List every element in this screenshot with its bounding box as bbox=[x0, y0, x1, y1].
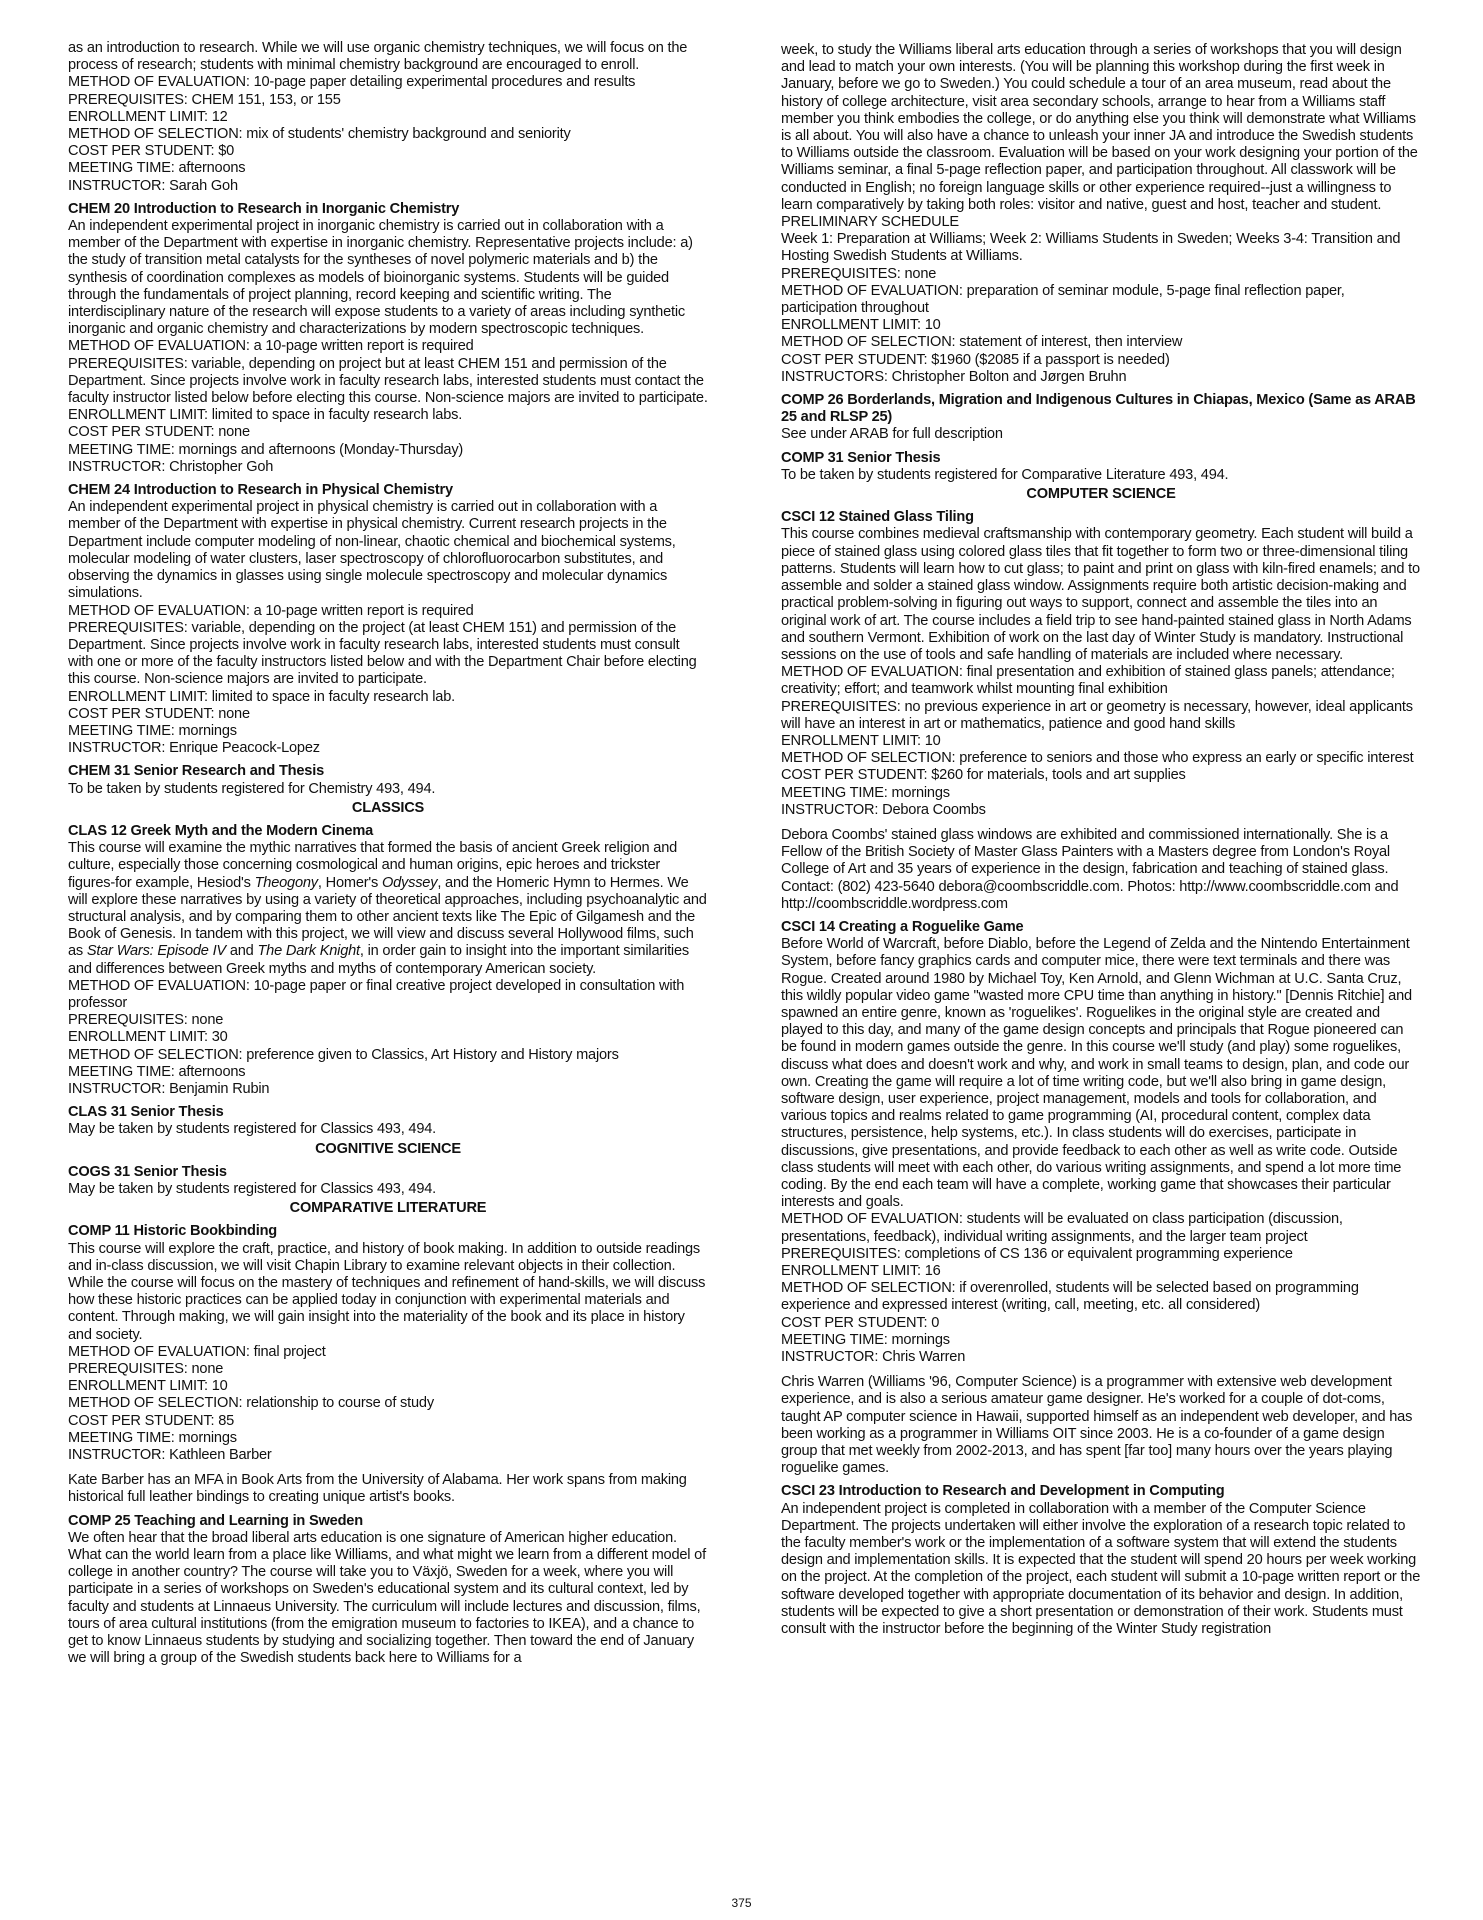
course-description bbox=[68, 840, 708, 978]
department-heading: CLASSICS bbox=[351, 799, 425, 816]
method-of-selection-line: METHOD OF SELECTION: relationship to course of study bbox=[68, 1395, 434, 1412]
instructor-line: INSTRUCTOR: Benjamin Rubin bbox=[68, 1080, 270, 1097]
method-of-selection-line: METHOD OF SELECTION: mix of students' chemistry background and seniority bbox=[68, 126, 571, 143]
paragraph: PRELIMINARY SCHEDULE bbox=[781, 214, 959, 231]
enrollment-limit-line: ENROLLMENT LIMIT: 16 bbox=[781, 1263, 941, 1280]
prerequisites-line: PREREQUISITES: none bbox=[781, 265, 937, 282]
method-of-selection-line: METHOD OF SELECTION: statement of interest, then interview bbox=[781, 334, 1183, 351]
paragraph: An independent experimental project in inorganic chemistry is carried out in collaboration with a member of the Department with expertise in inorganic chemistry. Representative projects include: a) the study of transition metal catalysts for the syntheses of novel polymeric materials and b) the synthesis of coordination complexes as models of bioinorganic systems. Students will be guided through the fundamentals of project planning, record keeping and scientific writing. The interdisciplinary nature of the research will expose students to a variety of areas including synthetic inorganic and organic chemistry and characterizations by modern spectroscopic techniques. bbox=[68, 218, 693, 338]
italic-title: Odyssey bbox=[381, 874, 438, 891]
paragraph: May be taken by students registered for Classics 493, 494. bbox=[68, 1181, 437, 1197]
course-title: CSCI 23 Introduction to Research and Development in Computing bbox=[781, 1483, 1225, 1500]
method-of-selection-line: METHOD OF SELECTION: if overenrolled, students will be selected based on programming experience and expressed interest (writing, call, meeting, etc. all considered) bbox=[781, 1280, 1359, 1314]
enrollment-limit-line: ENROLLMENT LIMIT: 10 bbox=[781, 317, 941, 334]
paragraph: Week 1: Preparation at Williams; Week 2: Williams Students in Sweden; Weeks 3-4: Transition and Hosting Swedish Students at Williams. bbox=[781, 231, 1401, 265]
meeting-time-line: MEETING TIME: afternoons bbox=[68, 160, 246, 177]
paragraph: This course combines medieval craftsmanship with contemporary geometry. Each student will build a piece of stained glass using colored glass tiles that fit together to form two or three-dimensional tiling patterns. Students will learn how to cut glass; to paint and print on glass with kiln-fired enamels; and to assemble and solder a stained glass window. Assignments require both artistic decision-making and practical problem-solving in figuring out ways to support, connect and assemble the tiles into an original work of art. The course includes a field trip to see hand-painted stained glass in North Adams and southern Vermont. Exhibition of work on the last day of Winter Study is mandatory. Instructional sessions on the use of tools and safe handling of materials are included where necessary. bbox=[781, 526, 1420, 663]
instructor-line: INSTRUCTOR: Sarah Goh bbox=[68, 177, 238, 194]
instructor-line: INSTRUCTOR: Debora Coombs bbox=[781, 801, 986, 818]
department-heading: COMPUTER SCIENCE bbox=[1026, 486, 1176, 503]
cost-per-student-line: COST PER STUDENT: $260 for materials, tools and art supplies bbox=[781, 767, 1186, 784]
italic-title: Star Wars: Episode IV bbox=[86, 943, 226, 960]
course-title: CLAS 12 Greek Myth and the Modern Cinema bbox=[68, 822, 374, 839]
method-of-evaluation-line: METHOD OF EVALUATION: preparation of seminar module, 5-page final reflection paper, participation throughout bbox=[781, 282, 1345, 317]
course-title: COMP 26 Borderlands, Migration and Indigenous Cultures in Chiapas, Mexico (Same as ARAB 25 and RLSP 25) bbox=[781, 392, 1416, 426]
method-of-evaluation-line: METHOD OF EVALUATION: students will be evaluated on class participation (discussion, presentations, feedback), individual writing assignments, and the larger team project bbox=[781, 1211, 1343, 1245]
paragraph: To be taken by students registered for Comparative Literature 493, 494. bbox=[781, 466, 1229, 483]
italic-title: Theogony bbox=[254, 874, 318, 891]
instructor-line: INSTRUCTOR: Christopher Goh bbox=[68, 458, 274, 475]
paragraph: This course will explore the craft, practice, and history of book making. In addition to outside readings and in-class discussion, we will visit Chapin Library to examine relevant objects in their collection. While the course will focus on the mastery of techniques and refinement of hand-skills, we will discuss how these historic practices can be applied today in conjunction with experimental materials and content. Through making, we will gain insight into the materiality of the book and its place in history and society. bbox=[68, 1240, 706, 1343]
paragraph: Before World of Warcraft, before Diablo, before the Legend of Zelda and the Nintendo Entertainment System, before fancy graphics cards and computer mice, there were text terminals and there was Rogue. Created around 1980 by Michael Toy, Ken Arnold, and Glenn Wichman at U.C. Santa Cruz, this wildly popular video game "wasted more CPU time than anything in history." [Dennis Ritchie] and spawned an entire genre, known as 'roguelikes'. Roguelikes in the original style are created and played to this day, and many of the game design concepts and principals that Rogue pioneered can be found in modern games outside the genre. In this course we'll study (and play) some roguelikes, discuss what does and doesn't work and why, and work in small teams to design, plan, and code our own. Creating the game will require a lot of time writing code, but we'll also bring in game design, software design, user experience, project management, models and tools for collaboration, and various topics and realms related to game programming (AI, procedural content, complex data structures, persistence, help systems, etc.). In class students will do exercises, participate in discussions, give presentations, and provide feedback to each other as well as write code. Outside class students will meet with each other, do various writing assignments, and spend a lot more time coding. By the end each team will have a complete, working game that showcases their particular interests and goals. bbox=[781, 936, 1412, 1211]
text-run: , in order gain to insight into the important similarities and differences between Greek myths and myths of contemporary American society. bbox=[68, 943, 689, 977]
course-title: CHEM 24 Introduction to Research in Physical Chemistry bbox=[68, 482, 453, 499]
enrollment-limit-line: ENROLLMENT LIMIT: 30 bbox=[68, 1029, 228, 1046]
enrollment-limit-line: ENROLLMENT LIMIT: limited to space in faculty research labs. bbox=[68, 407, 463, 424]
course-title: CSCI 14 Creating a Roguelike Game bbox=[781, 918, 1024, 935]
paragraph: See under ARAB for full description bbox=[781, 426, 1003, 443]
text-run: , Homer's bbox=[317, 874, 382, 891]
course-title: CSCI 12 Stained Glass Tiling bbox=[781, 509, 974, 526]
paragraph: week, to study the Williams liberal arts education through a series of workshops that you will design and lead to match your own interests. (You will be planning this workshop during the first week in January, before we go to Sweden.) You could schedule a tour of an area museum, read about the history of college architecture, visit area secondary schools, arrange to hear from a Williams staff member you think embodies the college, or do anything else you think will demonstrate what Williams is all about. You will also have a chance to unleash your inner JA and introduce the Swedish students to Williams outside the classroom. Evaluation will be based on your work designing your portion of the Williams seminar, a final 5-page reflection paper, and participation throughout. All classwork will be conducted in English; no foreign language skills or other experience required--just a willingness to learn comparatively by taking both roles: visitor and native, guest and host, teacher and student. bbox=[781, 42, 1418, 213]
course-title: CHEM 20 Introduction to Research in Inorganic Chemistry bbox=[68, 200, 460, 217]
method-of-evaluation-line: METHOD OF EVALUATION: final project bbox=[68, 1343, 326, 1360]
paragraph: An independent project is completed in collaboration with a member of the Computer Science Department. The projects undertaken will either involve the exploration of a research topic related to the faculty member's work or the implementation of a software system that will extend the students design and implementation skills. It is expected that the student will spend 20 hours per week working on the project. At the completion of the project, each student will submit a 10-page written report or the software developed together with appropriate documentation of its behavior and design. In addition, students will be expected to give a short presentation or demonstration of their work. Students must consult with the instructor before the beginning of the Winter Study registration bbox=[781, 1500, 1421, 1638]
instructor-line: INSTRUCTOR: Kathleen Barber bbox=[68, 1447, 272, 1464]
meeting-time-line: MEETING TIME: mornings and afternoons (Monday-Thursday) bbox=[68, 441, 464, 458]
department-heading: COGNITIVE SCIENCE bbox=[315, 1140, 461, 1157]
instructor-bio: Chris Warren (Williams '96, Computer Science) is a programmer with extensive web development experience, and is also a serious amateur game designer. He's worked for a couple of dot-coms, taught AP computer science in Hawaii, supported himself as an independent web developer, and has been working as a programmer in Williams OIT since 2003. He is a co-founder of a game design group that met weekly from 2002-2013, and has spent [far too] many hours over the years playing roguelike games. bbox=[781, 1374, 1413, 1477]
enrollment-limit-line: ENROLLMENT LIMIT: 10 bbox=[781, 732, 941, 749]
prerequisites-line: PREREQUISITES: variable, depending on the project (at least CHEM 151) and permission of the Department. Since projects involve work in faculty research labs, interested students must consult with one or more of the faculty instructors listed below and with the Department Chair before electing this course. Non-science majors are invited to participate. bbox=[68, 619, 697, 688]
prerequisites-line: PREREQUISITES: none bbox=[68, 1012, 224, 1029]
cost-per-student-line: COST PER STUDENT: $1960 ($2085 if a passport is needed) bbox=[781, 351, 1170, 368]
method-of-evaluation-line: METHOD OF EVALUATION: 10-page paper detailing experimental procedures and results bbox=[68, 74, 636, 91]
enrollment-limit-line: ENROLLMENT LIMIT: 12 bbox=[68, 108, 228, 125]
page-number: 375 bbox=[731, 1896, 752, 1910]
italic-title: The Dark Knight bbox=[257, 943, 360, 960]
prerequisites-line: PREREQUISITES: CHEM 151, 153, or 155 bbox=[68, 91, 341, 108]
meeting-time-line: MEETING TIME: mornings bbox=[68, 722, 237, 739]
method-of-evaluation-line: METHOD OF EVALUATION: a 10-page written report is required bbox=[68, 602, 474, 619]
paragraph: To be taken by students registered for Chemistry 493, 494. bbox=[68, 780, 436, 797]
instructor-bio: Kate Barber has an MFA in Book Arts from the University of Alabama. Her work spans from making historical full leather bindings to creating unique artist's books. bbox=[68, 1472, 687, 1506]
method-of-selection-line: METHOD OF SELECTION: preference to seniors and those who express an early or specific interest bbox=[781, 750, 1414, 767]
course-title: CHEM 31 Senior Research and Thesis bbox=[68, 763, 324, 780]
method-of-evaluation-line: METHOD OF EVALUATION: a 10-page written report is required bbox=[68, 338, 474, 355]
paragraph: We often hear that the broad liberal arts education is one signature of American higher education. What can the world learn from a place like Williams, and what might we learn from a different model of college in another country? The course will take you to Växjö, Sweden for a week, where you will participate in a series of workshops on Sweden's educational system and its cultural context, led by faculty and students at Linnaeus University. The curriculum will include lectures and discussion, films, tours of area cultural institutions (from the emigration museum to factories to IKEA), and a chance to get to know Linnaeus students by studying and socializing together. Then toward the end of January we will bring a group of the Swedish students back here to Williams for a bbox=[68, 1529, 706, 1667]
course-title: COGS 31 Senior Thesis bbox=[68, 1163, 227, 1180]
prerequisites-line: PREREQUISITES: completions of CS 136 or equivalent programming experience bbox=[781, 1245, 1293, 1262]
prerequisites-line: PREREQUISITES: no previous experience in art or geometry is necessary, however, ideal applicants will have an interest in art or mathematics, patience and good hand skills bbox=[781, 698, 1413, 732]
instructor-line: INSTRUCTOR: Chris Warren bbox=[781, 1349, 966, 1366]
instructor-bio: Debora Coombs' stained glass windows are exhibited and commissioned internationally. She is a Fellow of the British Society of Master Glass Painters with a Masters degree from London's Royal College of Art and 35 years of experience in the design, fabrication and teaching of stained glass. Contact: (802) 423-5640 debora@coombscriddle.com. Photos: http://www.coombscriddle.com and http://coombscriddle.wordpress.com bbox=[781, 826, 1399, 912]
cost-per-student-line: COST PER STUDENT: 85 bbox=[68, 1412, 235, 1429]
course-title: COMP 11 Historic Bookbinding bbox=[68, 1223, 278, 1240]
course-title: COMP 31 Senior Thesis bbox=[781, 449, 941, 466]
method-of-evaluation-line: METHOD OF EVALUATION: 10-page paper or final creative project developed in consultation with professor bbox=[68, 977, 685, 1011]
meeting-time-line: MEETING TIME: afternoons bbox=[68, 1063, 246, 1080]
meeting-time-line: MEETING TIME: mornings bbox=[781, 784, 950, 801]
enrollment-limit-line: ENROLLMENT LIMIT: limited to space in faculty research lab. bbox=[68, 688, 455, 705]
enrollment-limit-line: ENROLLMENT LIMIT: 10 bbox=[68, 1378, 228, 1395]
instructors-line: INSTRUCTORS: Christopher Bolton and Jørgen Bruhn bbox=[781, 368, 1127, 385]
instructor-line: INSTRUCTOR: Enrique Peacock-Lopez bbox=[68, 740, 320, 757]
department-heading: COMPARATIVE LITERATURE bbox=[289, 1200, 487, 1217]
cost-per-student-line: COST PER STUDENT: 0 bbox=[781, 1314, 940, 1331]
cost-per-student-line: COST PER STUDENT: none bbox=[68, 424, 250, 441]
text-run: and bbox=[225, 943, 258, 960]
course-title: COMP 25 Teaching and Learning in Sweden bbox=[68, 1512, 363, 1529]
left-column bbox=[68, 40, 708, 1667]
meeting-time-line: MEETING TIME: mornings bbox=[781, 1331, 950, 1348]
text-run: , and the Homeric Hymn to Hermes. We will explore these narratives by using a variety of theoretical approaches, including psychoanalytic and structural analysis, and by comparing them to other ancient texts like The Epic of Gilgamesh and the Book of Genesis. In tandem with this project, we will view and discuss several Hollywood films, such as bbox=[68, 874, 707, 960]
cost-per-student-line: COST PER STUDENT: $0 bbox=[68, 143, 235, 160]
course-title: CLAS 31 Senior Thesis bbox=[68, 1104, 224, 1121]
right-column bbox=[781, 42, 1421, 1638]
method-of-evaluation-line: METHOD OF EVALUATION: final presentation and exhibition of stained glass panels; attendance; creativity; effort; and teamwork whilst mounting final exhibition bbox=[781, 664, 1395, 698]
paragraph: May be taken by students registered for Classics 493, 494. bbox=[68, 1121, 437, 1138]
cost-per-student-line: COST PER STUDENT: none bbox=[68, 705, 250, 722]
paragraph: An independent experimental project in physical chemistry is carried out in collaboration with a member of the Department with expertise in physical chemistry. Current research projects in the Department include computer modeling of non-linear, chaotic chemical and biochemical systems, molecular modeling of water clusters, laser spectroscopy of chlorofluorocarbon substitutes, and observing the dynamics in glasses using single molecule spectroscopy and molecular dynamics simulations. bbox=[68, 499, 676, 602]
prerequisites-line: PREREQUISITES: none bbox=[68, 1361, 224, 1378]
text-run: This course will examine the mythic narratives that formed the basis of ancient Greek religion and culture, especially those concerning cosmological and human origins, epic heroes and trickster figures-for example, Hesiod's bbox=[68, 840, 678, 891]
meeting-time-line: MEETING TIME: mornings bbox=[68, 1429, 237, 1446]
prerequisites-line: PREREQUISITES: variable, depending on project but at least CHEM 151 and permission of the Department. Since projects involve work in faculty research labs, interested students must contact the faculty instructor listed below before electing this course. Non-science majors are invited to participate. bbox=[68, 355, 708, 407]
method-of-selection-line: METHOD OF SELECTION: preference given to Classics, Art History and History majors bbox=[68, 1046, 619, 1063]
paragraph: as an introduction to research. While we will use organic chemistry techniques, we will focus on the process of research; students with minimal chemistry background are encouraged to enroll. bbox=[68, 40, 688, 74]
